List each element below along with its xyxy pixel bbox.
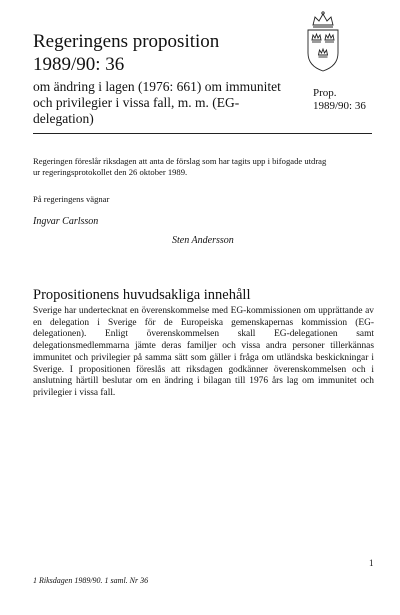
title-line-1: Regeringens proposition	[33, 31, 220, 52]
section-heading: Propositionens huvudsakliga innehåll	[33, 287, 251, 303]
section-body: Sverige har undertecknat en överenskommelse med EG-kommissionen om upprättande av en delegation i Sverige för de Europeiska gemenskapernas kommission (EG-delegationen). Enligt överenskommelsen skall EG-delegationen samt delegationsmedlemmarna jämte deras familjer och vissa andra personer tillerkännas immunitet och privilegier på samma sätt som gäller i fråga om utländska beskickningar i Sverige. I propositionen föreslås att riksdagen godkänner överenskommelsen och i anslutning härtill beslutar om en ändring i bilagan till 1976 års lag om immunitet och privilegier i vissa fall.	[33, 306, 374, 398]
subtitle: om ändring i lagen (1976: 661) om immunitet och privilegier i vissa fall, m. m. (EG-delegation)	[33, 79, 281, 126]
signature-minister: Sten Andersson	[172, 235, 234, 246]
title-line-2: 1989/90: 36	[33, 54, 125, 75]
prop-number: 1989/90: 36	[313, 100, 366, 112]
page-title	[33, 30, 219, 76]
intro-text: Regeringen föreslår riksdagen att anta de förslag som har tagits upp i bifogade utdrag ur regeringsprotokollet den 26 oktober 1989.	[33, 156, 327, 177]
header-divider	[33, 133, 372, 134]
page-number: 1	[369, 558, 374, 568]
prop-label: Prop.	[313, 87, 337, 99]
proposition-reference	[313, 87, 366, 113]
footer-citation: 1 Riksdagen 1989/90. 1 saml. Nr 36	[33, 576, 149, 585]
signature-prime-minister: Ingvar Carlsson	[33, 216, 99, 227]
swedish-three-crowns-emblem-icon	[304, 11, 342, 73]
on-behalf-line: På regeringens vägnar	[33, 194, 110, 204]
